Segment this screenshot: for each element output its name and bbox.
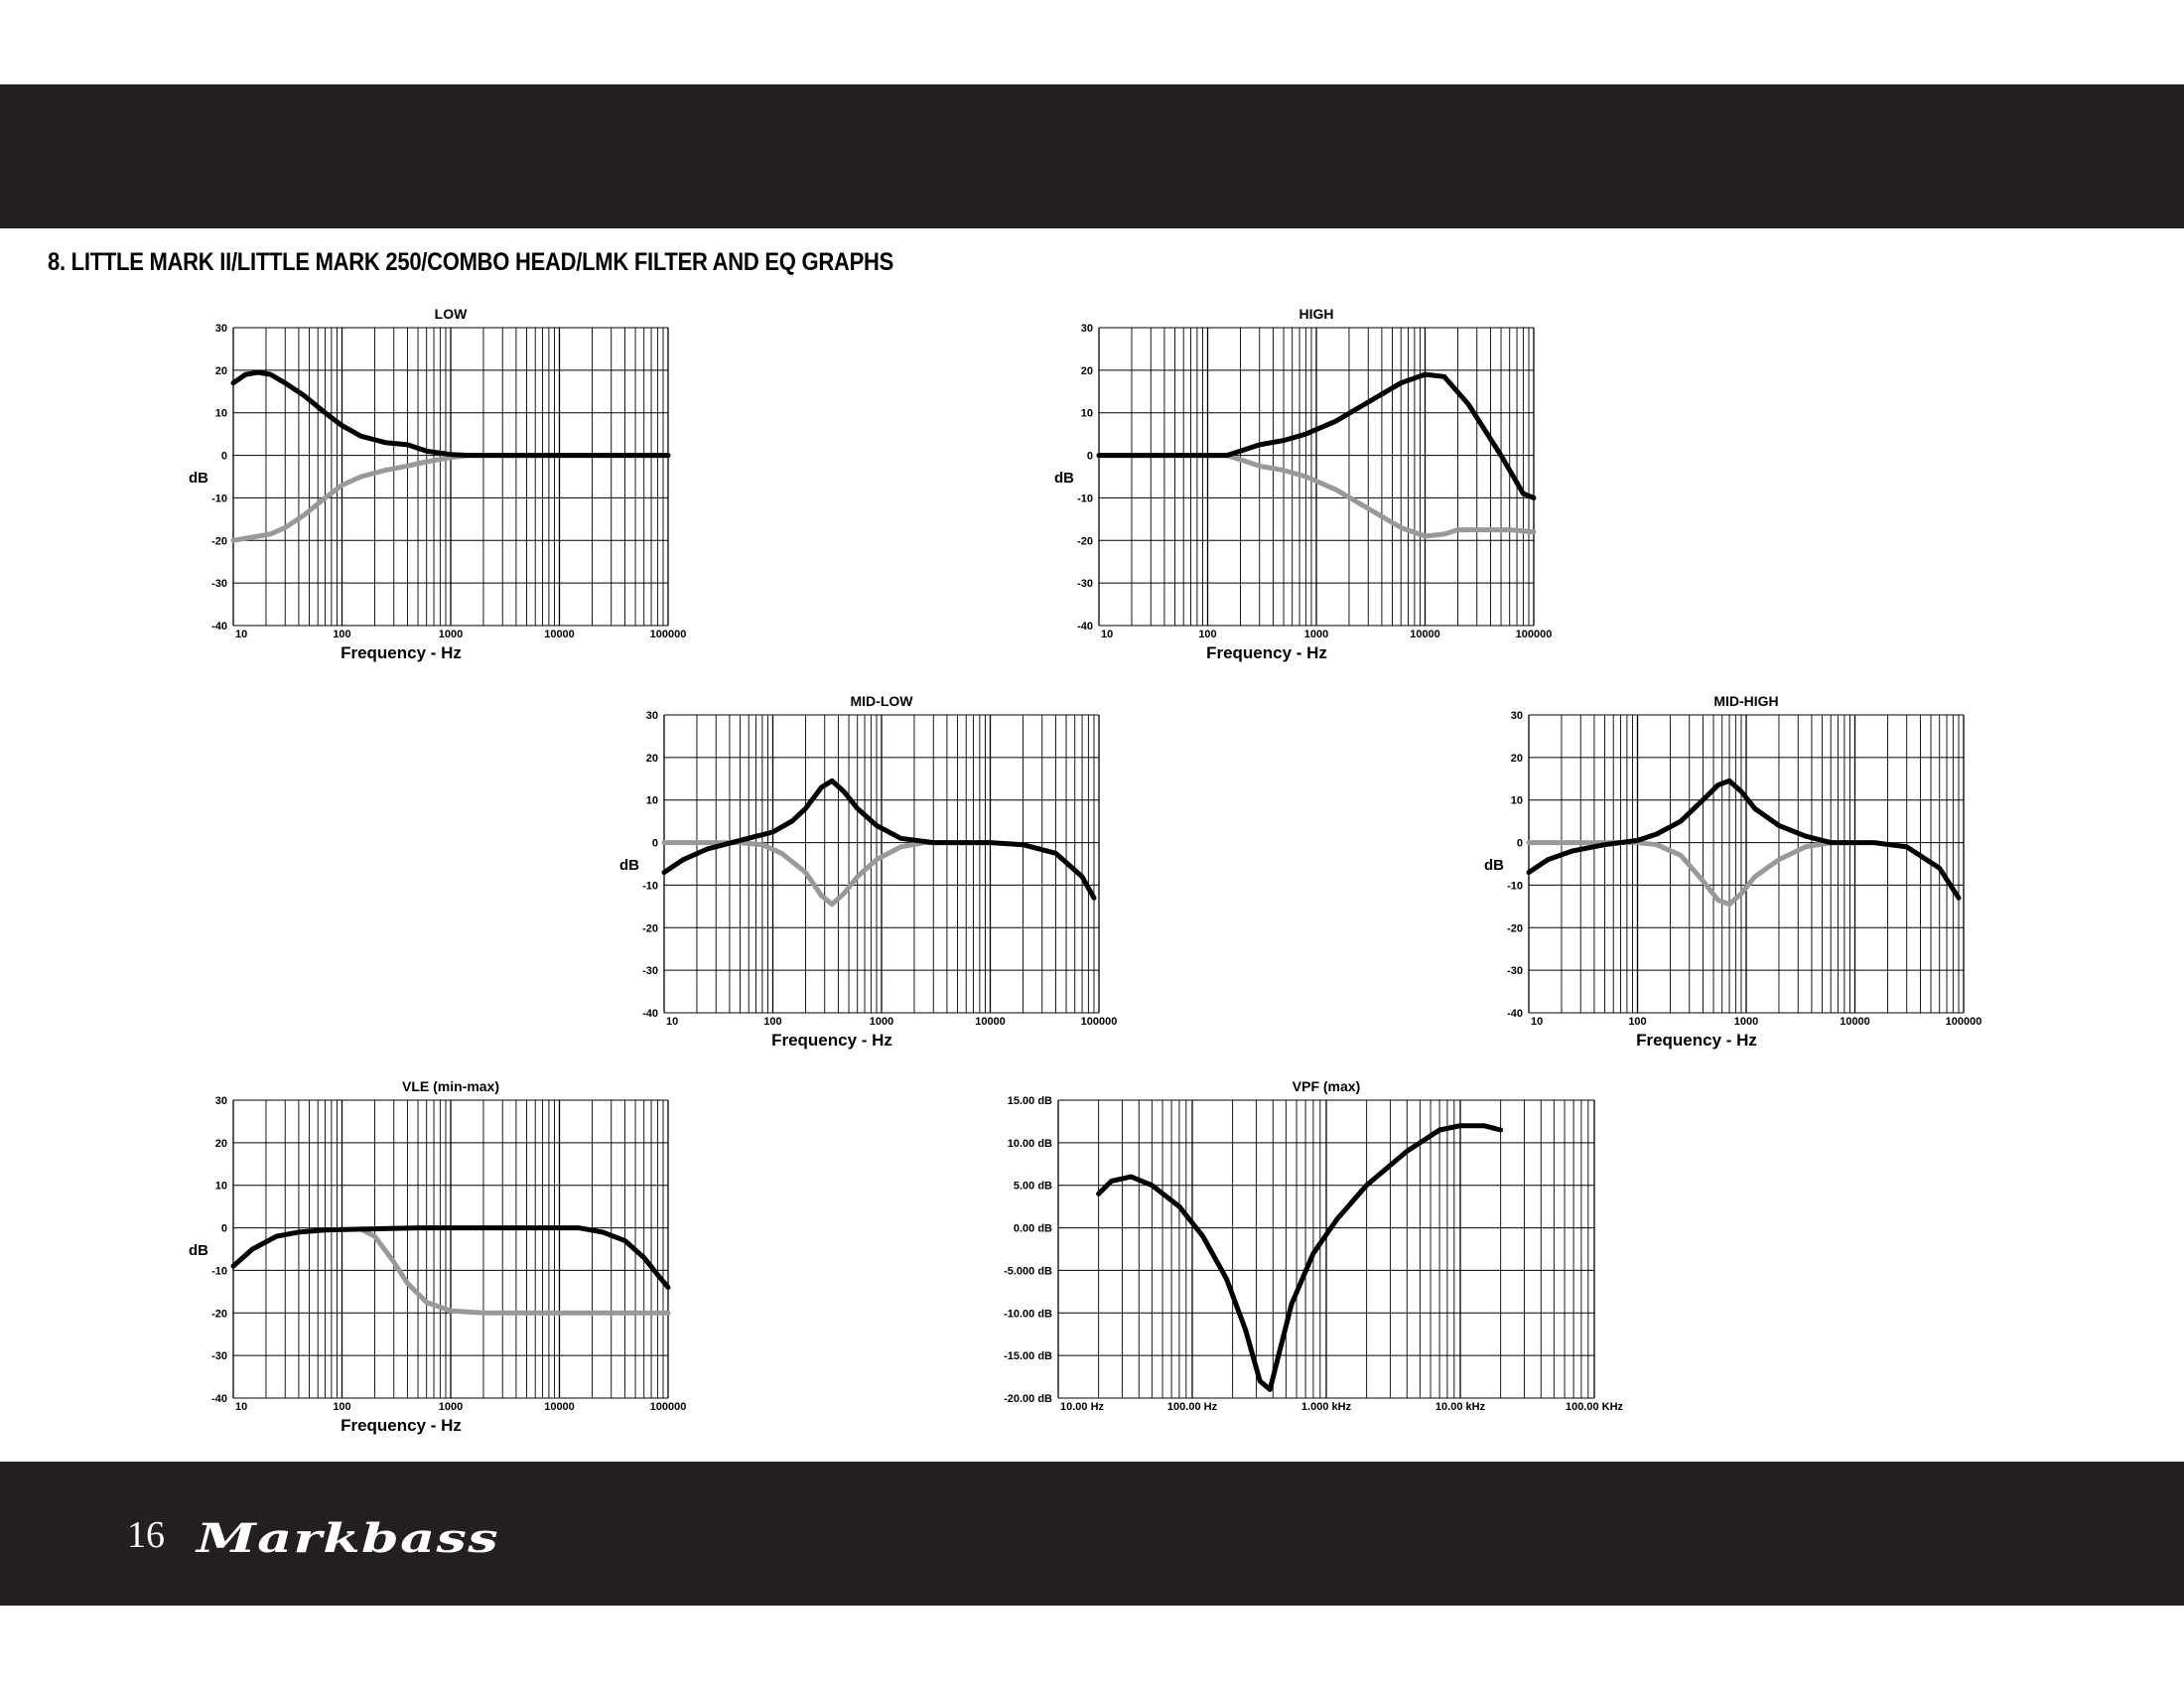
vle-chart <box>189 1070 708 1453</box>
vpf-chart <box>993 1070 1634 1453</box>
x-tick-label: 100 <box>763 1016 782 1028</box>
y-tick-label: 30 <box>214 323 227 335</box>
chart-title: MID-LOW <box>850 693 913 709</box>
y-tick-label: 30 <box>214 1095 227 1107</box>
x-tick-label: 10 <box>666 1016 679 1028</box>
y-tick-label: -30 <box>642 965 658 978</box>
y-tick-label: 20 <box>214 1137 227 1150</box>
x-tick-label: 100 <box>1198 629 1217 640</box>
y-tick-label: -20.00 dB <box>1004 1393 1052 1405</box>
y-tick-label: -15.00 dB <box>1004 1350 1052 1363</box>
y-tick-label: 10 <box>214 407 227 420</box>
section-title: 8. LITTLE MARK II/LITTLE MARK 250/COMBO HEAD/LMK FILTER AND EQ GRAPHS <box>48 248 894 276</box>
y-tick-label: -20 <box>211 535 227 548</box>
series-line-boost <box>664 780 1094 898</box>
low-eq-chart <box>189 298 708 680</box>
y-tick-label: -10.00 dB <box>1004 1308 1052 1321</box>
x-tick-label: 100.00 KHz <box>1565 1401 1624 1413</box>
x-tick-label: 10 <box>1101 629 1114 640</box>
y-tick-label: 30 <box>645 710 658 722</box>
y-tick-label: 15.00 dB <box>1007 1095 1052 1107</box>
y-tick-label: 0 <box>220 1222 227 1235</box>
x-tick-label: 10000 <box>975 1016 1006 1028</box>
header-band <box>0 84 2184 228</box>
y-tick-label: -10 <box>211 492 227 505</box>
y-tick-label: 30 <box>1080 323 1093 335</box>
y-axis-label: dB <box>189 470 208 487</box>
x-tick-label: 100 <box>333 629 351 640</box>
y-tick-label: -40 <box>1077 621 1093 633</box>
x-tick-label: 100000 <box>1945 1016 1982 1028</box>
page-number: 16 <box>127 1514 165 1556</box>
y-tick-label: 0 <box>651 837 658 850</box>
x-tick-label: 10000 <box>544 1401 575 1413</box>
y-tick-label: 30 <box>1510 710 1523 722</box>
x-tick-label: 100000 <box>1515 629 1553 640</box>
x-tick-label: 100 <box>1628 1016 1647 1028</box>
chart-title: MID-HIGH <box>1713 693 1779 709</box>
chart-title: LOW <box>434 306 468 322</box>
y-tick-label: 0.00 dB <box>1013 1222 1052 1235</box>
y-tick-label: -10 <box>211 1265 227 1278</box>
x-tick-label: 100000 <box>649 629 687 640</box>
y-tick-label: 0 <box>1516 837 1523 850</box>
y-tick-label: -40 <box>211 1393 227 1405</box>
y-tick-label: 20 <box>1510 752 1523 765</box>
mid-low-eq-chart <box>619 685 1139 1067</box>
y-tick-label: -10 <box>642 880 658 893</box>
chart-title: VPF (max) <box>1292 1078 1361 1094</box>
x-tick-label: 100 <box>333 1401 351 1413</box>
x-axis-label: Frequency - Hz <box>1636 1031 1757 1050</box>
x-tick-label: 1000 <box>869 1016 894 1028</box>
y-tick-label: 10 <box>645 794 658 807</box>
y-tick-label: -5.000 dB <box>1004 1265 1052 1278</box>
y-tick-label: -40 <box>1507 1008 1523 1020</box>
y-tick-label: -30 <box>211 578 227 591</box>
mid-high-eq-chart <box>1484 685 2003 1067</box>
x-tick-label: 1000 <box>1303 629 1329 640</box>
y-tick-label: 5.00 dB <box>1013 1180 1052 1193</box>
x-tick-label: 10 <box>235 629 248 640</box>
x-tick-label: 1.000 kHz <box>1300 1401 1352 1413</box>
series-line-boost <box>1099 1126 1501 1390</box>
chart-title: VLE (min-max) <box>401 1078 500 1094</box>
y-tick-label: 10 <box>1510 794 1523 807</box>
x-tick-label: 1000 <box>438 629 464 640</box>
series-line-cut <box>664 843 991 905</box>
y-tick-label: 20 <box>1080 364 1093 377</box>
y-axis-label: dB <box>1054 470 1074 487</box>
x-tick-label: 100000 <box>1080 1016 1118 1028</box>
y-tick-label: -20 <box>642 922 658 935</box>
x-tick-label: 10.00 Hz <box>1060 1401 1105 1413</box>
y-tick-label: -20 <box>1077 535 1093 548</box>
y-axis-label: dB <box>619 857 639 874</box>
x-tick-label: 10 <box>235 1401 248 1413</box>
x-tick-label: 10000 <box>1840 1016 1870 1028</box>
x-tick-label: 10000 <box>544 629 575 640</box>
y-tick-label: -20 <box>211 1308 227 1321</box>
x-tick-label: 10.00 kHz <box>1434 1401 1486 1413</box>
y-tick-label: -40 <box>642 1008 658 1020</box>
x-axis-label: Frequency - Hz <box>1206 643 1327 662</box>
series-line-boost <box>1529 780 1959 898</box>
y-tick-label: 20 <box>645 752 658 765</box>
y-tick-label: 0 <box>220 450 227 463</box>
y-tick-label: 10 <box>214 1180 227 1193</box>
markbass-logo: Markbass <box>197 1515 499 1562</box>
x-tick-label: 10000 <box>1410 629 1440 640</box>
y-tick-label: 20 <box>214 364 227 377</box>
x-tick-label: 100.00 Hz <box>1166 1401 1218 1413</box>
y-tick-label: -30 <box>1507 965 1523 978</box>
y-axis-label: dB <box>189 1242 208 1259</box>
y-tick-label: 10 <box>1080 407 1093 420</box>
x-tick-label: 100000 <box>649 1401 687 1413</box>
x-axis-label: Frequency - Hz <box>341 643 462 662</box>
y-tick-label: -10 <box>1507 880 1523 893</box>
y-tick-label: -30 <box>211 1350 227 1363</box>
x-tick-label: 1000 <box>438 1401 464 1413</box>
y-tick-label: -10 <box>1077 492 1093 505</box>
chart-title: HIGH <box>1298 306 1334 322</box>
x-tick-label: 1000 <box>1733 1016 1759 1028</box>
x-tick-label: 10 <box>1531 1016 1544 1028</box>
y-tick-label: 0 <box>1086 450 1093 463</box>
y-tick-label: -20 <box>1507 922 1523 935</box>
y-axis-label: dB <box>1484 857 1504 874</box>
y-tick-label: 10.00 dB <box>1007 1137 1052 1150</box>
x-axis-label: Frequency - Hz <box>341 1416 462 1435</box>
y-tick-label: -40 <box>211 621 227 633</box>
x-axis-label: Frequency - Hz <box>771 1031 892 1050</box>
high-eq-chart <box>1054 298 1573 680</box>
y-tick-label: -30 <box>1077 578 1093 591</box>
